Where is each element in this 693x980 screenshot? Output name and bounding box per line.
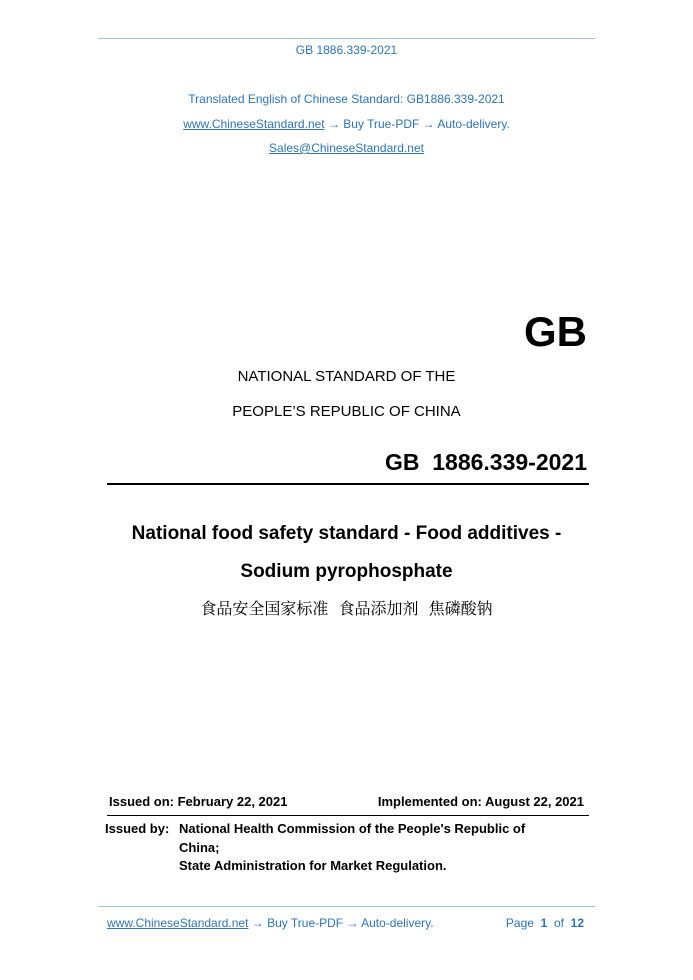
page-number [506,916,584,930]
site-link[interactable]: www.ChineseStandard.net [183,117,325,131]
footer-buy-text: → Buy True-PDF → Auto-delivery. [248,916,434,930]
running-title: GB 1886.339-2021 [295,43,398,57]
national-standard-line-1: NATIONAL STANDARD OF THE [237,368,456,385]
footer-promo [107,916,434,930]
dates-rule [107,815,589,816]
email-link[interactable]: Sales@ChineseStandard.net [269,141,424,155]
running-header [0,43,693,57]
standard-number: GB 1886.339-2021 [384,449,587,475]
buy-text: → Buy True-PDF → Auto-delivery. [324,117,510,131]
chinese-title: 食品安全国家标准 食品添加剂 焦磷酸钠 [200,599,493,618]
title-rule [107,483,589,485]
promo-line-3 [0,141,693,155]
national-standard-line-2: PEOPLE’S REPUBLIC OF CHINA [232,403,461,420]
issuer-line-3: State Administration for Market Regulation. [179,858,447,873]
issuer-line-2: China; [179,840,220,855]
implemented-on: Implemented on: August 22, 2021 [377,794,584,809]
issuer-line-1: National Health Commission of the People's Republic of [179,821,526,836]
page-current: 1 [540,916,548,930]
page-total: 12 [570,916,584,930]
title-line-2: Sodium pyrophosphate [240,561,453,582]
promo-line-2 [0,117,693,131]
footer-divider [98,906,595,907]
issued-by-label: Issued by: [105,821,170,836]
of-label: of [553,916,564,930]
issued-on: Issued on: February 22, 2021 [109,794,288,809]
gb-logo: GB [524,308,587,355]
title-line-1: National food safety standard - Food additives - [131,523,562,544]
page-label: Page [505,916,534,930]
promo-line-1: Translated English of Chinese Standard: GB1886.339-2021 [188,92,505,106]
footer-site-link[interactable]: www.ChineseStandard.net [107,916,249,930]
header-divider [98,38,595,39]
